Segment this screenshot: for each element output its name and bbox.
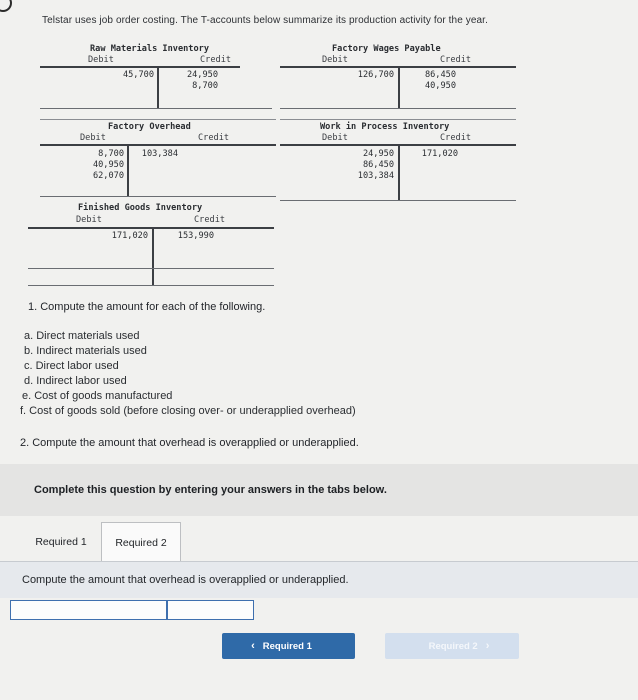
credit-entries: [412, 149, 458, 160]
credit-entry: 24,950: [186, 70, 218, 80]
credit-label: Credit: [194, 215, 226, 225]
debit-entry: 86,450: [362, 160, 394, 170]
t-top-line: [40, 119, 276, 120]
debit-entry: 24,950: [362, 149, 394, 159]
cropped-edge-mark: [0, 0, 12, 12]
t-horizontal-line: [40, 66, 240, 68]
t-bottom-line: [280, 108, 516, 109]
debit-entry: 103,384: [357, 171, 394, 181]
t-vertical-line: [152, 227, 154, 285]
t-bottom-line: [280, 200, 516, 201]
question-2: 2. Compute the amount that overhead is overapplied or underapplied.: [20, 437, 359, 449]
t-bottom-line: [28, 285, 274, 286]
credit-entry: 153,990: [177, 231, 214, 241]
t-bottom-line: [40, 108, 272, 109]
debit-entries: [358, 70, 394, 81]
debit-entry: 8,700: [98, 149, 124, 159]
t-top-line: [280, 119, 516, 120]
account-title: Raw Materials Inventory: [90, 44, 209, 54]
credit-entries: [176, 70, 218, 92]
question-1-items: [20, 329, 356, 419]
tab-required-1[interactable]: [22, 522, 100, 562]
credit-entries: [132, 149, 178, 160]
debit-entries: [358, 149, 394, 182]
credit-label: Credit: [440, 55, 472, 65]
overhead-label-field[interactable]: [11, 601, 166, 619]
t-vertical-line: [127, 144, 129, 196]
list-item: a. Direct materials used: [24, 330, 140, 342]
next-button-label: Required 2: [428, 640, 478, 652]
t-underline: [28, 268, 274, 269]
account-title: Work in Process Inventory: [320, 122, 450, 132]
list-item: b. Indirect materials used: [24, 345, 147, 357]
next-required-2-button[interactable]: [385, 633, 519, 659]
chevron-right-icon: ›: [485, 640, 490, 652]
credit-entries: [410, 70, 456, 92]
credit-label: Credit: [440, 133, 472, 143]
debit-entries: [93, 149, 124, 182]
credit-entry: 86,450: [424, 70, 456, 80]
debit-label: Debit: [88, 55, 114, 65]
credit-label: Credit: [200, 55, 232, 65]
debit-entry: 126,700: [357, 70, 394, 80]
list-item: f. Cost of goods sold (before closing over- or underapplied overhead): [20, 405, 356, 417]
t-horizontal-line: [28, 227, 274, 229]
debit-entries: [112, 231, 148, 242]
debit-label: Debit: [322, 55, 348, 65]
account-title: Factory Overhead: [108, 122, 191, 132]
t-vertical-line: [398, 144, 400, 200]
prev-button-label: Required 1: [262, 640, 312, 652]
list-item: c. Direct labor used: [24, 360, 119, 372]
chevron-left-icon: ‹: [251, 640, 255, 652]
t-account-factory-overhead: [38, 116, 276, 200]
credit-entries: [168, 231, 214, 242]
account-title: Factory Wages Payable: [332, 44, 441, 54]
list-item: e. Cost of goods manufactured: [22, 390, 173, 402]
credit-entry: 103,384: [141, 149, 178, 159]
t-account-raw-materials: [38, 44, 276, 114]
answer-row: [10, 600, 254, 620]
t-account-factory-wages: [280, 44, 518, 114]
debit-label: Debit: [76, 215, 102, 225]
t-vertical-line: [398, 66, 400, 108]
t-account-finished-goods: [28, 196, 276, 286]
credit-entry: 171,020: [421, 149, 458, 159]
debit-label: Debit: [322, 133, 348, 143]
debit-entry: 171,020: [111, 231, 148, 241]
prev-required-1-button[interactable]: [222, 633, 355, 659]
debit-entry: 40,950: [92, 160, 124, 170]
t-horizontal-line: [40, 144, 276, 146]
debit-entry: 45,700: [122, 70, 154, 80]
debit-entry: 62,070: [92, 171, 124, 181]
t-account-work-in-process: [280, 116, 518, 200]
tab-required-2[interactable]: [101, 522, 181, 562]
prompt-text: Compute the amount that overhead is overapplied or underapplied.: [22, 574, 349, 586]
tab-label: Required 2: [115, 536, 167, 549]
instructions-text: Complete this question by entering your answers in the tabs below.: [34, 484, 387, 496]
t-vertical-line: [157, 66, 159, 108]
intro-text: Telstar uses job order costing. The T-accounts below summarize its production activity for the year.: [42, 15, 488, 26]
debit-label: Debit: [80, 133, 106, 143]
credit-label: Credit: [198, 133, 230, 143]
debit-entries: [123, 70, 154, 81]
overhead-amount-field[interactable]: [168, 601, 253, 619]
tab-label: Required 1: [35, 536, 87, 548]
credit-entry: 8,700: [192, 81, 218, 91]
account-title: Finished Goods Inventory: [78, 203, 203, 213]
list-item: d. Indirect labor used: [24, 375, 127, 387]
credit-entry: 40,950: [424, 81, 456, 91]
question-1: 1. Compute the amount for each of the following.: [28, 301, 266, 313]
